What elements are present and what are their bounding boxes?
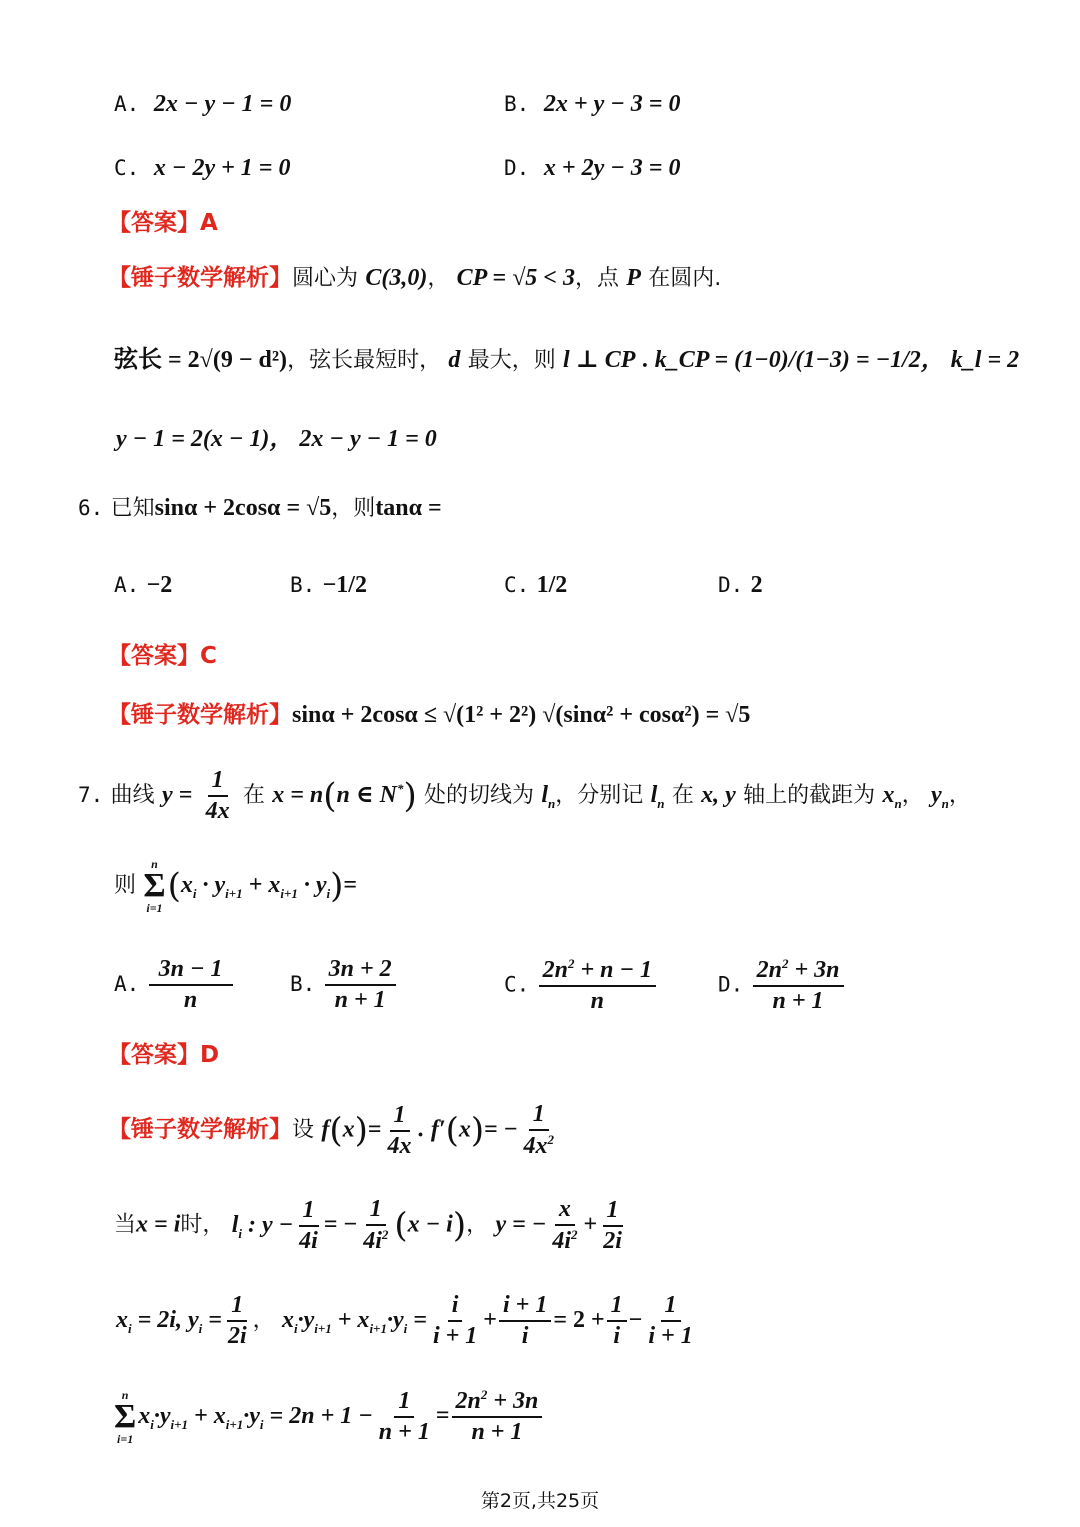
q7-analysis-line2: 当x = i时， $l_i$ : y − $\frac{1}{4i}$ = − $\frac{1}{4i^2}$ (x − i)， y = − $\frac{x}{4i^2}$ + $\frac{1}{2i}$ — [114, 1196, 622, 1255]
q5-analysis-line1: 【锤子数学解析】圆心为 C(3,0)， CP = √5 < 3，点 P 在圆内. — [108, 265, 722, 291]
q6-option-c: C. 1/2 — [504, 572, 568, 598]
q7-stem-line2: 则 n Σ i=1 $(x_i \cdot y_{i+1} + x_{i+1} \cdot y_i)=$ — [114, 857, 358, 916]
q7-option-c: C. $\frac{2n^2 + n - 1}{n}$ — [504, 957, 658, 1014]
q6-option-b: B. −1/2 — [290, 572, 367, 598]
q7-analysis-line1: 【锤子数学解析】设 f(x)= $\frac{1}{4x}$ . f′(x)= − $\frac{1}{4x^2}$ — [108, 1101, 554, 1160]
q7-stem-line1: 7. 曲线 y = $\frac{1}{4x}$ 在 x = n(n ∈ N*) 处的切线为 $l_n$，分别记 $l_n$ 在 x, y 轴上的截距为 $x_n$， $y_n$， — [78, 767, 971, 825]
q5-option-b: B. 2x + y − 3 = 0 — [504, 91, 681, 117]
q5-option-c: C. x − 2y + 1 = 0 — [114, 155, 291, 181]
q6-option-a: A. −2 — [114, 572, 173, 598]
q7-option-b: B. $\frac{3n + 2}{n + 1}$ — [290, 957, 398, 1013]
q7-answer: 【答案】D — [108, 1042, 220, 1068]
q7-option-d: D. $\frac{2n^2 + 3n}{n + 1}$ — [718, 957, 846, 1014]
q7-analysis-line4: n Σ i=1 $x_i\cdot y_{i+1} + x_{i+1}\cdot y_i = 2n + 1$ − $\frac{1}{n + 1}$ = $\frac{2n^2 + 3n}{n + 1}$ — [114, 1388, 544, 1445]
q6-stem: 6. 已知sinα + 2cosα = √5，则tanα = — [78, 495, 442, 521]
q5-analysis-line3: y − 1 = 2(x − 1)， 2x − y − 1 = 0 — [116, 426, 437, 452]
page-footer: 第2页,共25页 — [480, 1490, 600, 1512]
q5-answer: 【答案】A — [108, 210, 218, 236]
q5-option-d: D. x + 2y − 3 = 0 — [504, 155, 681, 181]
q6-analysis: 【锤子数学解析】sinα + 2cosα ≤ √(1² + 2²) √(sinα² + cosα²) = √5 — [108, 702, 751, 728]
q5-option-a: A. 2x − y − 1 = 0 — [114, 91, 292, 117]
q7-analysis-line3: $x_i = 2i$, $y_i$ = $\frac{1}{2i}$ ， $x_i\cdot y_{i+1} + x_{i+1}\cdot y_i$ = $\frac{i}{i + 1}$ + $\frac{i + 1}{i}$ = 2 + $\frac{1}{i}$ − $\frac{1}{i + 1}$ — [116, 1292, 693, 1350]
q6-answer: 【答案】C — [108, 643, 217, 669]
q7-option-a: A. $\frac{3n - 1}{n}$ — [114, 957, 235, 1013]
q6-option-d: D. 2 — [718, 572, 763, 598]
q5-analysis-line2: 弦长 = 2√(9 − d²)，弦长最短时， d 最大，则 l ⊥ CP . k_CP = (1−0)/(1−3) = −1/2， k_l = 2 — [114, 347, 1020, 373]
